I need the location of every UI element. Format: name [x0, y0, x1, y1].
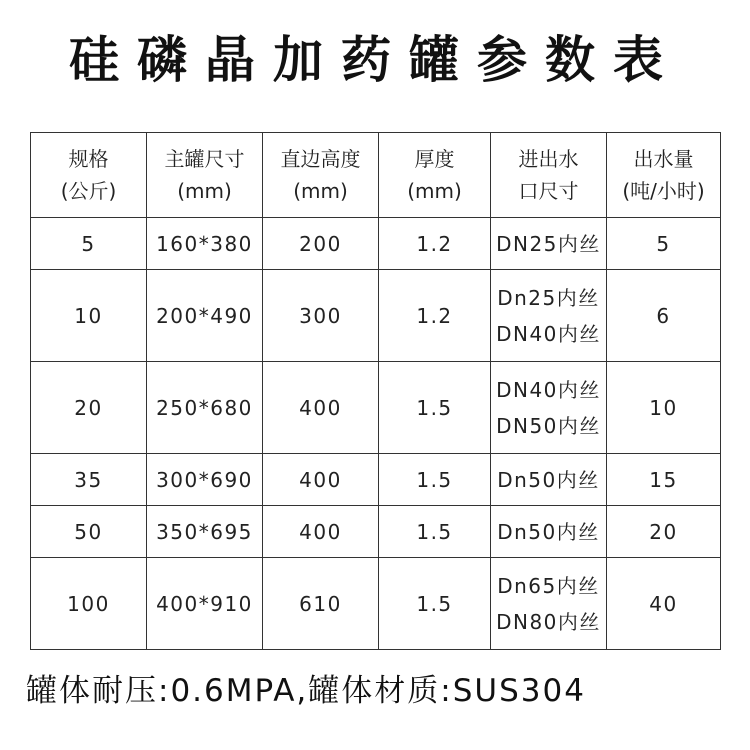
cell-spec: 20	[31, 362, 147, 454]
footer-note: 罐体耐压:0.6MPA,罐体材质:SUS304	[26, 673, 586, 709]
header-line: 厚度	[414, 147, 455, 171]
cell-spec: 35	[31, 454, 147, 506]
cell-height: 610	[263, 558, 379, 650]
cell-size: 350*695	[147, 506, 263, 558]
header-line: 出水量	[633, 147, 694, 171]
cell-spec: 50	[31, 506, 147, 558]
cell-thickness: 1.5	[379, 454, 491, 506]
port-line: DN25内丝	[496, 231, 601, 256]
cell-ports	[491, 454, 607, 506]
header-line: 直边高度	[280, 147, 361, 171]
table-row	[31, 454, 721, 506]
header-line: (mm)	[407, 179, 462, 203]
cell-spec: 100	[31, 558, 147, 650]
table-row	[31, 218, 721, 270]
cell-thickness: 1.2	[379, 218, 491, 270]
port-line: Dn25内丝	[497, 285, 600, 310]
table-row	[31, 270, 721, 362]
cell-flow: 6	[607, 270, 721, 362]
cell-size: 300*690	[147, 454, 263, 506]
port-line: DN40内丝	[496, 321, 601, 346]
header-port-size	[491, 133, 607, 218]
cell-height: 300	[263, 270, 379, 362]
header-line: 规格	[68, 147, 109, 171]
cell-ports	[491, 270, 607, 362]
cell-spec: 5	[31, 218, 147, 270]
cell-spec: 10	[31, 270, 147, 362]
page-title: 硅磷晶加药罐参数表	[69, 31, 681, 89]
header-line: (mm)	[293, 179, 348, 203]
port-line: Dn65内丝	[497, 573, 600, 598]
port-line: DN50内丝	[496, 413, 601, 438]
cell-height: 400	[263, 506, 379, 558]
header-straight-height	[263, 133, 379, 218]
port-line: DN40内丝	[496, 377, 601, 402]
header-thickness	[379, 133, 491, 218]
cell-flow: 20	[607, 506, 721, 558]
cell-size: 400*910	[147, 558, 263, 650]
parameter-table	[30, 132, 721, 650]
table-header-row	[31, 133, 721, 218]
header-spec	[31, 133, 147, 218]
cell-height: 400	[263, 454, 379, 506]
port-line: DN80内丝	[496, 609, 601, 634]
cell-height: 400	[263, 362, 379, 454]
header-line: (mm)	[177, 179, 232, 203]
cell-size: 250*680	[147, 362, 263, 454]
port-line: Dn50内丝	[497, 467, 600, 492]
header-tank-size	[147, 133, 263, 218]
table-row	[31, 558, 721, 650]
cell-thickness: 1.5	[379, 558, 491, 650]
cell-ports	[491, 506, 607, 558]
header-line: (吨/小时)	[622, 179, 705, 203]
cell-flow: 40	[607, 558, 721, 650]
table-row	[31, 362, 721, 454]
header-flow	[607, 133, 721, 218]
cell-flow: 10	[607, 362, 721, 454]
header-line: 进出水	[518, 147, 579, 171]
cell-ports	[491, 362, 607, 454]
cell-thickness: 1.5	[379, 362, 491, 454]
table-row	[31, 506, 721, 558]
header-line: 主罐尺寸	[164, 147, 245, 171]
cell-ports	[491, 558, 607, 650]
cell-flow: 5	[607, 218, 721, 270]
cell-flow: 15	[607, 454, 721, 506]
cell-thickness: 1.2	[379, 270, 491, 362]
cell-ports	[491, 218, 607, 270]
cell-size: 200*490	[147, 270, 263, 362]
port-line: Dn50内丝	[497, 519, 600, 544]
cell-thickness: 1.5	[379, 506, 491, 558]
header-line: (公斤)	[60, 179, 117, 203]
header-line: 口尺寸	[518, 179, 579, 203]
cell-size: 160*380	[147, 218, 263, 270]
cell-height: 200	[263, 218, 379, 270]
